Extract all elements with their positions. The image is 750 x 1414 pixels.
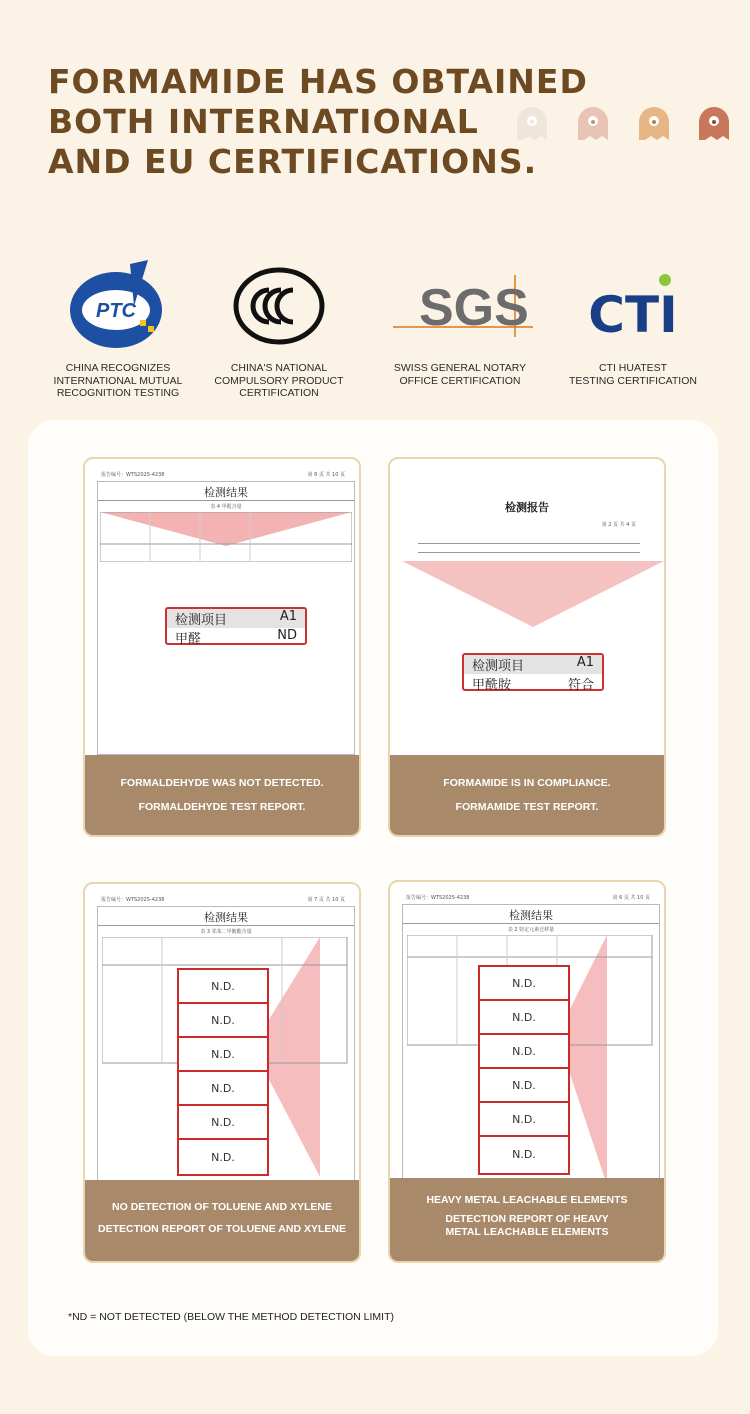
headline-line-3: AND EU CERTIFICATIONS.: [48, 142, 538, 181]
report-card-formaldehyde: [83, 457, 361, 837]
headline-line-1: FORMAMIDE HAS OBTAINED: [48, 62, 588, 101]
cert-caption-line: INTERNATIONAL MUTUAL: [53, 374, 183, 387]
report-caption-line: FORMAMIDE TEST REPORT.: [455, 801, 599, 813]
ghost-icon: [697, 106, 731, 142]
headline-line-2: BOTH INTERNATIONAL: [48, 102, 479, 141]
ccc-logo-icon: [199, 256, 359, 356]
doc-page: 第 2 页 共 4 页: [601, 522, 636, 528]
report-card-formamide: [388, 457, 666, 837]
doc-title: 检测结果: [98, 484, 354, 501]
result-sample: A1: [279, 609, 297, 624]
highlighted-result: [165, 607, 307, 645]
cert-ccc: [199, 256, 359, 400]
nd-result-cell: N.D.: [480, 1001, 568, 1035]
report-card-toluene-xylene: [83, 882, 361, 1263]
report-document-image: [398, 467, 656, 757]
ghost-icon: [637, 106, 671, 142]
cert-caption-line: CERTIFICATION: [239, 387, 319, 399]
report-caption-line: FORMAMIDE IS IN COMPLIANCE.: [443, 777, 611, 789]
cert-caption-line: CTI HUATEST: [598, 362, 668, 374]
footnote: *ND = NOT DETECTED (BELOW THE METHOD DETECTION LIMIT): [68, 1311, 395, 1323]
ptc-logo-icon: [38, 256, 198, 356]
doc-number: 报告编号：WTS2025-4238: [101, 897, 165, 903]
nd-result-cell: N.D.: [480, 1103, 568, 1137]
cert-caption-line: CHINA'S NATIONAL: [230, 362, 328, 374]
cert-caption-line: COMPULSORY PRODUCT: [214, 374, 344, 387]
cert-cti: [553, 256, 713, 387]
report-document-image: [93, 467, 351, 757]
ghost-icon: [576, 106, 610, 142]
nd-result-cell: N.D.: [179, 1106, 267, 1140]
result-sample: A1: [576, 655, 594, 670]
sgs-logo-icon: [380, 256, 540, 356]
nd-result-cell: N.D.: [179, 1038, 267, 1072]
ghost-icon: [515, 106, 549, 142]
sgs-logo-text: SGS: [419, 279, 529, 337]
report-document-image: [398, 890, 656, 1182]
doc-page: 第 6 页 共 10 页: [612, 895, 650, 901]
cert-caption-line: TESTING CERTIFICATION: [569, 374, 697, 387]
report-document-image: [93, 892, 351, 1182]
result-label: 检测项目: [472, 659, 525, 674]
nd-result-cell: N.D.: [480, 967, 568, 1001]
report-caption-line: NO DETECTION OF TOLUENE AND XYLENE: [112, 1201, 332, 1213]
page-headline: [48, 62, 588, 182]
nd-result-cell: N.D.: [211, 1150, 235, 1164]
ptc-logo-text: PTC: [96, 300, 136, 322]
result-label: 检测项目: [175, 613, 228, 628]
result-value: ND: [277, 628, 297, 643]
result-value: 符合: [567, 678, 594, 693]
table-caption: 表 3 邻苯二甲酸酯含量: [200, 929, 252, 935]
nd-result-cell: N.D.: [179, 970, 267, 1004]
nd-result-column: [478, 965, 570, 1175]
report-caption-line: FORMALDEHYDE TEST REPORT.: [138, 801, 306, 813]
doc-page: 第 7 页 共 10 页: [307, 897, 345, 903]
cti-logo-icon: [553, 256, 713, 356]
nd-result-cell: N.D.: [179, 1004, 267, 1038]
table-caption: 表 2 特定元素迁移量: [507, 927, 555, 933]
nd-result-cell: N.D.: [480, 1035, 568, 1069]
report-caption-line: HEAVY METAL LEACHABLE ELEMENTS: [426, 1194, 628, 1206]
report-card-heavy-metals: [388, 880, 666, 1263]
doc-title: 检测结果: [98, 909, 354, 926]
doc-number: 报告编号：WTS2025-4238: [101, 472, 165, 478]
report-caption-line: DETECTION REPORT OF TOLUENE AND XYLENE: [98, 1223, 346, 1235]
table-caption: 表 4 甲醛含量: [210, 504, 242, 510]
nd-result-cell: N.D.: [179, 1072, 267, 1106]
doc-title: 检测报告: [505, 501, 549, 514]
report-caption-line: DETECTION REPORT OF HEAVY METAL LEACHABLE ELEMENTS: [445, 1213, 609, 1238]
report-caption-line: FORMALDEHYDE WAS NOT DETECTED.: [120, 777, 324, 789]
cert-caption-line: RECOGNITION TESTING: [56, 387, 180, 399]
report-caption: [390, 755, 664, 835]
cert-caption-line: OFFICE CERTIFICATION: [399, 374, 521, 387]
report-caption: [85, 755, 359, 835]
nd-result-cell: N.D.: [480, 1069, 568, 1103]
decorative-ghosts: [515, 106, 735, 146]
doc-number: 报告编号：WTS2025-4238: [406, 895, 470, 901]
report-caption: [85, 1180, 359, 1261]
cert-sgs: [380, 256, 540, 387]
doc-title: 检测结果: [403, 907, 659, 924]
report-caption: [390, 1178, 664, 1261]
cert-caption-line: CHINA RECOGNIZES: [65, 362, 171, 374]
cti-logo-text: CTI: [588, 286, 678, 344]
highlighted-result: [462, 653, 604, 691]
result-item: 甲酰胺: [472, 678, 512, 693]
doc-page: 第 8 页 共 10 页: [307, 472, 345, 478]
nd-result-column: [177, 968, 269, 1176]
cert-caption-line: SWISS GENERAL NOTARY: [393, 362, 527, 374]
nd-result-cell: N.D.: [512, 1147, 536, 1161]
cert-ptc: [38, 256, 198, 400]
result-item: 甲醛: [175, 632, 202, 647]
